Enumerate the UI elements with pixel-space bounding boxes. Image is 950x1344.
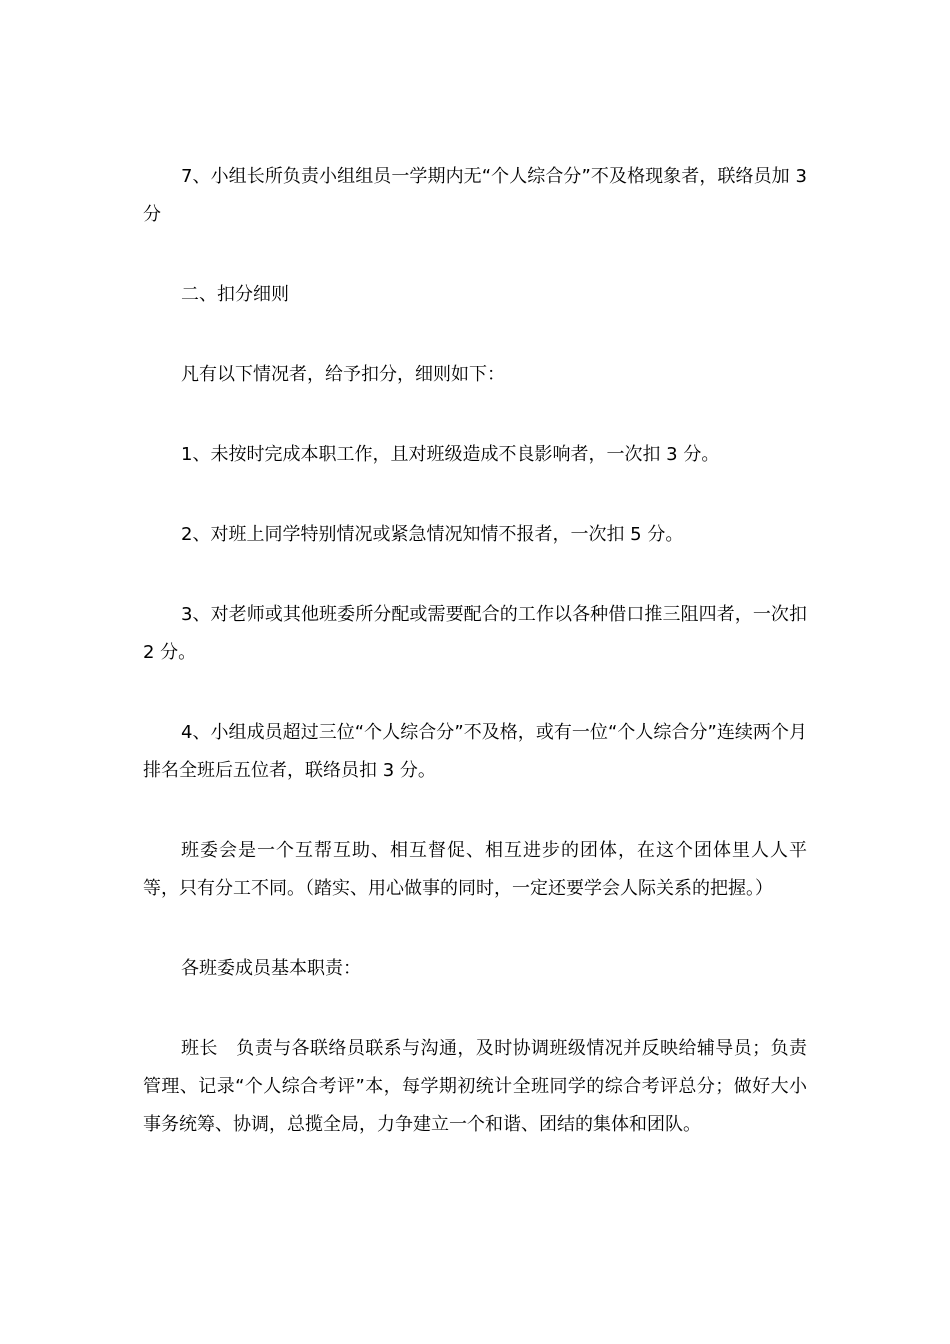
paragraph-deduction-item-3: 3、对老师或其他班委所分配或需要配合的工作以各种借口推三阻四者，一次扣 2 分。 [143,604,807,663]
paragraph-bonus-item-7: 7、小组长所负责小组组员一学期内无“个人综合分”不及格现象者，联络员加 3 分 [143,166,807,225]
paragraph-duties-heading: 各班委成员基本职责： [181,958,361,979]
paragraph-committee-statement: 班委会是一个互帮互助、相互督促、相互进步的团体，在这个团体里人人平等，只有分工不同。（踏实、用心做事的同时，一定还要学会人际关系的把握。） [143,840,807,899]
section-heading-deductions: 二、扣分细则 [181,284,289,305]
paragraph-deduction-item-1: 1、未按时完成本职工作，且对班级造成不良影响者，一次扣 3 分。 [181,444,720,465]
paragraph-deductions-intro: 凡有以下情况者，给予扣分，细则如下： [181,364,505,385]
document-body [143,158,807,1144]
paragraph-monitor-duties: 班长 负责与各联络员联系与沟通，及时协调班级情况并反映给辅导员；负责管理、记录“个人综合考评”本，每学期初统计全班同学的综合考评总分；做好大小事务统筹、协调，总揽全局，力争建立一个和谐、团结的集体和团队。 [143,1038,807,1135]
paragraph-deduction-item-4: 4、小组成员超过三位“个人综合分”不及格，或有一位“个人综合分”连续两个月排名全班后五位者，联络员扣 3 分。 [143,722,807,781]
paragraph-deduction-item-2: 2、对班上同学特别情况或紧急情况知情不报者，一次扣 5 分。 [181,524,684,545]
